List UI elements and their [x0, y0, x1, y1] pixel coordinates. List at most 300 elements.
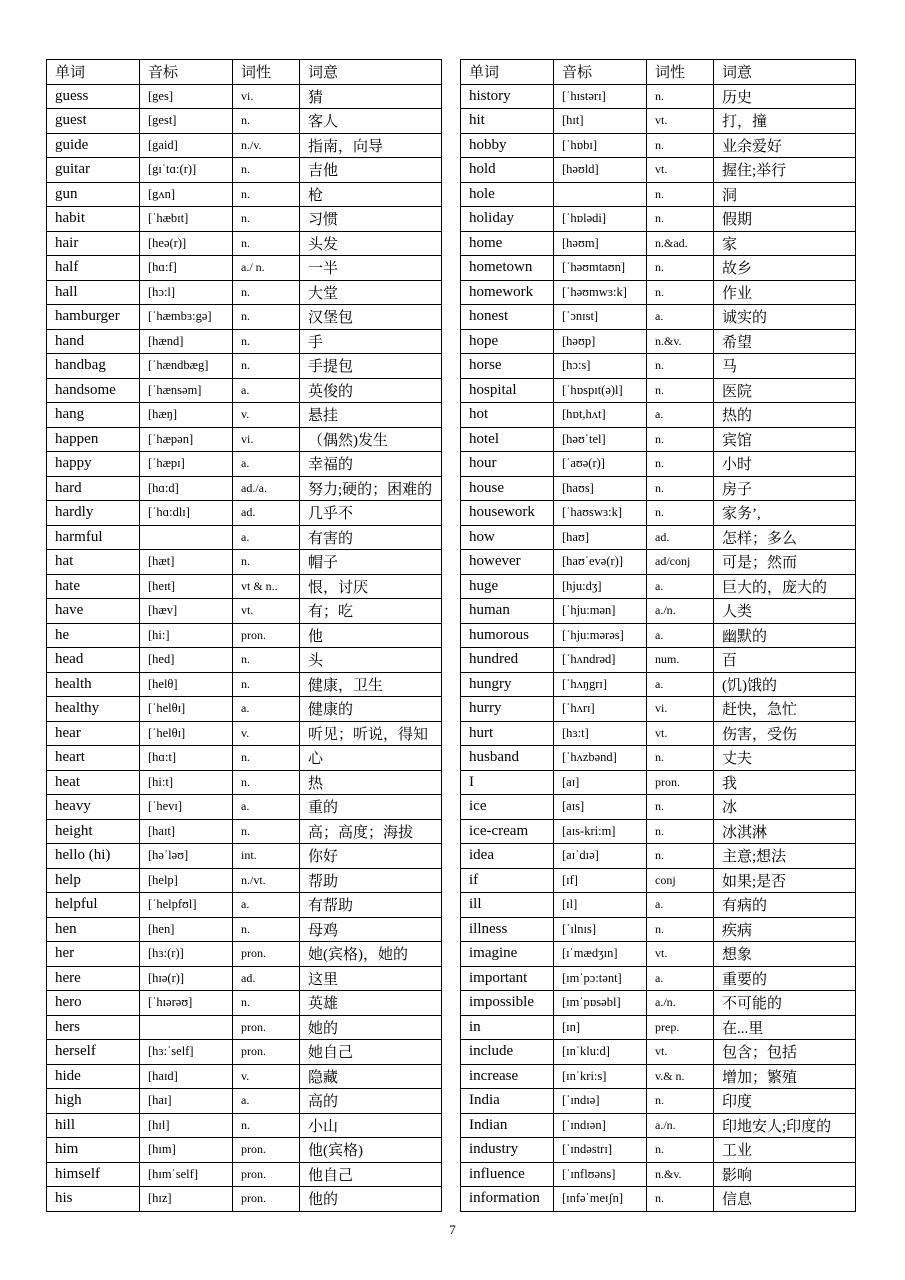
meaning-cell: 恨，讨厌 [300, 574, 442, 599]
word-cell: hour [461, 452, 554, 477]
pos-cell: vt & n.. [233, 574, 300, 599]
phonetic-cell: [hɔ:l] [140, 280, 233, 305]
meaning-cell: 有帮助 [300, 893, 442, 918]
word-cell: industry [461, 1138, 554, 1163]
phonetic-cell: [hɪt] [554, 109, 647, 134]
phonetic-cell: [ˈhəʊmwɜ:k] [554, 280, 647, 305]
meaning-cell: 人类 [714, 599, 856, 624]
pos-cell: a. [647, 574, 714, 599]
pos-cell: pron. [233, 1138, 300, 1163]
table-row [461, 991, 856, 1016]
meaning-cell: 吉他 [300, 158, 442, 183]
table-row [47, 329, 442, 354]
word-cell: India [461, 1089, 554, 1114]
meaning-cell: 英雄 [300, 991, 442, 1016]
phonetic-cell: [hæv] [140, 599, 233, 624]
table-row [461, 305, 856, 330]
phonetic-cell: [ˈhɪstərɪ] [554, 84, 647, 109]
word-cell: in [461, 1015, 554, 1040]
table-row [47, 697, 442, 722]
word-cell: hers [47, 1015, 140, 1040]
table-row [47, 1089, 442, 1114]
word-cell: herself [47, 1040, 140, 1065]
word-cell: helpful [47, 893, 140, 918]
pos-cell: ad/conj [647, 550, 714, 575]
word-cell: ice-cream [461, 819, 554, 844]
phonetic-cell: [ˈhɒlədi] [554, 207, 647, 232]
pos-cell: conj [647, 868, 714, 893]
meaning-cell: 母鸡 [300, 917, 442, 942]
meaning-cell: 头发 [300, 231, 442, 256]
meaning-cell: 手 [300, 329, 442, 354]
phonetic-cell: [ɪnfəˈmeɪʃn] [554, 1187, 647, 1212]
meaning-cell: 故乡 [714, 256, 856, 281]
word-cell: guess [47, 84, 140, 109]
phonetic-cell: [həʊm] [554, 231, 647, 256]
word-cell: hamburger [47, 305, 140, 330]
pos-cell: n. [233, 746, 300, 771]
table-row [47, 182, 442, 207]
table-row [461, 231, 856, 256]
meaning-cell: 怎样；多么 [714, 525, 856, 550]
word-cell: husband [461, 746, 554, 771]
word-cell: half [47, 256, 140, 281]
pos-cell: int. [233, 844, 300, 869]
word-cell: horse [461, 354, 554, 379]
pos-cell: pron. [233, 1187, 300, 1212]
header-word: 单词 [461, 60, 554, 85]
word-cell: hang [47, 403, 140, 428]
pos-cell: a. [647, 672, 714, 697]
phonetic-cell: [hɪm] [140, 1138, 233, 1163]
pos-cell: v. [233, 721, 300, 746]
meaning-cell: 客人 [300, 109, 442, 134]
meaning-cell: 家务’, [714, 501, 856, 526]
phonetic-cell: [ɪnˈklu:d] [554, 1040, 647, 1065]
table-row [461, 1162, 856, 1187]
phonetic-cell: [hɔ:s] [554, 354, 647, 379]
phonetic-cell: [ˈhæmbɜ:gə] [140, 305, 233, 330]
meaning-cell: 可是；然而 [714, 550, 856, 575]
phonetic-cell: [ges] [140, 84, 233, 109]
table-row [461, 697, 856, 722]
phonetic-cell: [ˈhæbɪt] [140, 207, 233, 232]
word-cell: include [461, 1040, 554, 1065]
phonetic-cell: [hɑ:t] [140, 746, 233, 771]
word-cell: harmful [47, 525, 140, 550]
meaning-cell: 汉堡包 [300, 305, 442, 330]
table-row [47, 158, 442, 183]
meaning-cell: 健康，卫生 [300, 672, 442, 697]
table-row [461, 721, 856, 746]
meaning-cell: 他自己 [300, 1162, 442, 1187]
pos-cell: vt. [233, 599, 300, 624]
meaning-cell: 手提包 [300, 354, 442, 379]
pos-cell: n. [647, 207, 714, 232]
meaning-cell: 在...里 [714, 1015, 856, 1040]
pos-cell: pron. [233, 1162, 300, 1187]
pos-cell: n. [647, 182, 714, 207]
phonetic-cell: [gʌn] [140, 182, 233, 207]
word-cell: illness [461, 917, 554, 942]
table-row [47, 378, 442, 403]
meaning-cell: 作业 [714, 280, 856, 305]
header-word: 单词 [47, 60, 140, 85]
pos-cell: n. [233, 550, 300, 575]
meaning-cell: 努力;硬的；困难的 [300, 476, 442, 501]
meaning-cell: 希望 [714, 329, 856, 354]
header-pos: 词性 [647, 60, 714, 85]
table-row [47, 207, 442, 232]
word-cell: he [47, 623, 140, 648]
word-cell: her [47, 942, 140, 967]
meaning-cell: 业余爱好 [714, 133, 856, 158]
phonetic-cell: [ɪf] [554, 868, 647, 893]
meaning-cell: 房子 [714, 476, 856, 501]
table-row [47, 1040, 442, 1065]
phonetic-cell: [hɜ:ˈself] [140, 1040, 233, 1065]
word-cell: hit [461, 109, 554, 134]
meaning-cell: 百 [714, 648, 856, 673]
table-row [47, 354, 442, 379]
table-row [461, 427, 856, 452]
table-row [461, 378, 856, 403]
meaning-cell: 诚实的 [714, 305, 856, 330]
pos-cell: ad. [233, 501, 300, 526]
meaning-cell: 医院 [714, 378, 856, 403]
meaning-cell: 冰淇淋 [714, 819, 856, 844]
table-row [461, 329, 856, 354]
table-row [461, 501, 856, 526]
meaning-cell: 伤害，受伤 [714, 721, 856, 746]
phonetic-cell: [ˈaʊə(r)] [554, 452, 647, 477]
pos-cell: a. [647, 893, 714, 918]
word-cell: hope [461, 329, 554, 354]
table-row [47, 917, 442, 942]
phonetic-cell: [aɪs-kri:m] [554, 819, 647, 844]
pos-cell: pron. [233, 623, 300, 648]
table-row [461, 770, 856, 795]
word-cell: ill [461, 893, 554, 918]
pos-cell: n. [647, 452, 714, 477]
meaning-cell: 高的 [300, 1089, 442, 1114]
table-row [47, 1138, 442, 1163]
table-row [461, 1015, 856, 1040]
meaning-cell: 热 [300, 770, 442, 795]
word-cell: hate [47, 574, 140, 599]
header-pos: 词性 [233, 60, 300, 85]
table-row [47, 133, 442, 158]
phonetic-cell: [ɪn] [554, 1015, 647, 1040]
phonetic-cell: [ˈhæpən] [140, 427, 233, 452]
pos-cell: n. [233, 354, 300, 379]
meaning-cell: 健康的 [300, 697, 442, 722]
phonetic-cell: [ˈɪndɪən] [554, 1113, 647, 1138]
pos-cell: n. [647, 1138, 714, 1163]
pos-cell: n. [233, 280, 300, 305]
meaning-cell: 增加；繁殖 [714, 1064, 856, 1089]
meaning-cell: 帮助 [300, 868, 442, 893]
table-row [47, 648, 442, 673]
phonetic-cell: [ˈhændbæg] [140, 354, 233, 379]
pos-cell: n. [647, 819, 714, 844]
pos-cell: n. [647, 280, 714, 305]
phonetic-cell: [ɪnˈkri:s] [554, 1064, 647, 1089]
pos-cell: prep. [647, 1015, 714, 1040]
phonetic-cell: [hju:dʒ] [554, 574, 647, 599]
phonetic-cell: [ˈɪlnɪs] [554, 917, 647, 942]
word-cell: heat [47, 770, 140, 795]
word-cell: however [461, 550, 554, 575]
meaning-cell: 高；高度；海拔 [300, 819, 442, 844]
meaning-cell: 她自己 [300, 1040, 442, 1065]
phonetic-cell: [ˈhəʊmtaʊn] [554, 256, 647, 281]
phonetic-cell: [ɪˈmædʒɪn] [554, 942, 647, 967]
phonetic-cell: [ˈhʌndrəd] [554, 648, 647, 673]
phonetic-cell: [gɪˈtɑ:(r)] [140, 158, 233, 183]
phonetic-cell: [ˈhevɪ] [140, 795, 233, 820]
pos-cell: n. [233, 182, 300, 207]
meaning-cell: 马 [714, 354, 856, 379]
phonetic-cell: [heɪt] [140, 574, 233, 599]
word-cell: increase [461, 1064, 554, 1089]
meaning-cell: 重要的 [714, 966, 856, 991]
word-cell: guitar [47, 158, 140, 183]
meaning-cell: 猜 [300, 84, 442, 109]
meaning-cell: 英俊的 [300, 378, 442, 403]
pos-cell: num. [647, 648, 714, 673]
pos-cell: n. [647, 476, 714, 501]
phonetic-cell: [həʊld] [554, 158, 647, 183]
meaning-cell: 影响 [714, 1162, 856, 1187]
pos-cell: n. [233, 648, 300, 673]
vocab-table-right-body [461, 84, 856, 1211]
vocab-table-left-body [47, 84, 442, 1211]
pos-cell: vi. [233, 84, 300, 109]
pos-cell: a. [233, 378, 300, 403]
phonetic-cell: [hænd] [140, 329, 233, 354]
phonetic-cell: [ˈhju:mərəs] [554, 623, 647, 648]
pos-cell: vi. [647, 697, 714, 722]
table-row [47, 550, 442, 575]
phonetic-cell: [hɪmˈself] [140, 1162, 233, 1187]
meaning-cell: 握住;举行 [714, 158, 856, 183]
table-row [461, 917, 856, 942]
phonetic-cell [140, 525, 233, 550]
table-row [461, 525, 856, 550]
vocab-table-left [46, 59, 442, 1212]
phonetic-cell: [ˈhæpɪ] [140, 452, 233, 477]
word-cell: hair [47, 231, 140, 256]
word-cell: hardly [47, 501, 140, 526]
phonetic-cell: [haʊˈevə(r)] [554, 550, 647, 575]
word-cell: hall [47, 280, 140, 305]
pos-cell: n. [233, 231, 300, 256]
table-row [47, 1113, 442, 1138]
pos-cell: n./vt. [233, 868, 300, 893]
table-row [47, 403, 442, 428]
phonetic-cell: [hi:] [140, 623, 233, 648]
pos-cell: n. [647, 1187, 714, 1212]
word-cell: house [461, 476, 554, 501]
word-cell: how [461, 525, 554, 550]
phonetic-cell: [ˈhɒspɪt(ə)l] [554, 378, 647, 403]
word-cell: his [47, 1187, 140, 1212]
pos-cell: a. [233, 893, 300, 918]
pos-cell: n. [647, 378, 714, 403]
phonetic-cell: [help] [140, 868, 233, 893]
table-row [47, 84, 442, 109]
word-cell: information [461, 1187, 554, 1212]
pos-cell: n. [233, 158, 300, 183]
table-row [47, 1015, 442, 1040]
pos-cell: vt. [647, 942, 714, 967]
word-cell: hand [47, 329, 140, 354]
pos-cell: n. [647, 795, 714, 820]
pos-cell: a./n. [647, 1113, 714, 1138]
phonetic-cell: [haʊs] [554, 476, 647, 501]
word-cell: guest [47, 109, 140, 134]
table-row [461, 452, 856, 477]
phonetic-cell: [aɪˈdɪə] [554, 844, 647, 869]
phonetic-cell: [ˈɪndɪə] [554, 1089, 647, 1114]
pos-cell: pron. [233, 1015, 300, 1040]
word-cell: hill [47, 1113, 140, 1138]
phonetic-cell: [ɪmˈpɔ:tənt] [554, 966, 647, 991]
word-cell: help [47, 868, 140, 893]
pos-cell: a. [233, 697, 300, 722]
word-cell: hat [47, 550, 140, 575]
word-cell: heart [47, 746, 140, 771]
pos-cell: pron. [647, 770, 714, 795]
word-cell: happen [47, 427, 140, 452]
word-cell: have [47, 599, 140, 624]
meaning-cell: 指南，向导 [300, 133, 442, 158]
phonetic-cell: [hæŋ] [140, 403, 233, 428]
word-cell: important [461, 966, 554, 991]
meaning-cell: 她(宾格)，她的 [300, 942, 442, 967]
pos-cell: ad./a. [233, 476, 300, 501]
table-row [461, 574, 856, 599]
phonetic-cell: [ˈɔnɪst] [554, 305, 647, 330]
meaning-cell: 热的 [714, 403, 856, 428]
phonetic-cell: [heə(r)] [140, 231, 233, 256]
pos-cell: a./n. [647, 991, 714, 1016]
meaning-cell: 头 [300, 648, 442, 673]
pos-cell: v.& n. [647, 1064, 714, 1089]
meaning-cell: 家 [714, 231, 856, 256]
table-row [461, 403, 856, 428]
word-cell: heavy [47, 795, 140, 820]
phonetic-cell: [ˈhju:mən] [554, 599, 647, 624]
table-row [461, 844, 856, 869]
table-row [461, 819, 856, 844]
phonetic-cell: [ˈhelpfʊl] [140, 893, 233, 918]
table-row [47, 795, 442, 820]
table-row [47, 280, 442, 305]
phonetic-cell: [hɑ:f] [140, 256, 233, 281]
meaning-cell: 如果;是否 [714, 868, 856, 893]
table-header-row [47, 60, 442, 85]
pos-cell: pron. [233, 1040, 300, 1065]
phonetic-cell: [hɑ:d] [140, 476, 233, 501]
pos-cell: n. [647, 746, 714, 771]
meaning-cell: 悬挂 [300, 403, 442, 428]
phonetic-cell: [hɪz] [140, 1187, 233, 1212]
meaning-cell: 印地安人;印度的 [714, 1113, 856, 1138]
meaning-cell: 隐藏 [300, 1064, 442, 1089]
word-cell: hungry [461, 672, 554, 697]
table-row [461, 746, 856, 771]
table-row [47, 746, 442, 771]
meaning-cell: 他的 [300, 1187, 442, 1212]
phonetic-cell: [ˈhɪərəʊ] [140, 991, 233, 1016]
meaning-cell: 帽子 [300, 550, 442, 575]
phonetic-cell: [hed] [140, 648, 233, 673]
pos-cell: vi. [233, 427, 300, 452]
table-row [47, 942, 442, 967]
word-cell: hobby [461, 133, 554, 158]
table-row [461, 672, 856, 697]
phonetic-cell: [helθ] [140, 672, 233, 697]
phonetic-cell: [ɪmˈpɒsəbl] [554, 991, 647, 1016]
word-cell: here [47, 966, 140, 991]
page-number: 7 [449, 1222, 456, 1237]
table-row [47, 770, 442, 795]
pos-cell: vt. [647, 158, 714, 183]
phonetic-cell: [hɜ:(r)] [140, 942, 233, 967]
pos-cell: n. [233, 672, 300, 697]
table-row [47, 574, 442, 599]
word-cell: huge [461, 574, 554, 599]
pos-cell: vt. [647, 721, 714, 746]
table-row [47, 452, 442, 477]
word-cell: hello (hi) [47, 844, 140, 869]
pos-cell: v. [233, 1064, 300, 1089]
header-phonetic: 音标 [140, 60, 233, 85]
header-meaning: 词意 [714, 60, 856, 85]
phonetic-cell: [haɪ] [140, 1089, 233, 1114]
meaning-cell: 想象 [714, 942, 856, 967]
pos-cell: a. [647, 623, 714, 648]
phonetic-cell: [aɪ] [554, 770, 647, 795]
table-row [47, 109, 442, 134]
pos-cell: a. [233, 525, 300, 550]
meaning-cell: 印度 [714, 1089, 856, 1114]
table-row [461, 868, 856, 893]
phonetic-cell: [ˈhelθɪ] [140, 697, 233, 722]
table-row [461, 133, 856, 158]
pos-cell: n.&v. [647, 329, 714, 354]
pos-cell: n. [233, 109, 300, 134]
meaning-cell: 打，撞 [714, 109, 856, 134]
phonetic-cell: [hɪə(r)] [140, 966, 233, 991]
pos-cell: ad. [233, 966, 300, 991]
table-row [47, 305, 442, 330]
phonetic-cell: [ˈhaʊswɜ:k] [554, 501, 647, 526]
table-row [47, 991, 442, 1016]
word-cell: housework [461, 501, 554, 526]
word-cell: healthy [47, 697, 140, 722]
pos-cell: a. [233, 795, 300, 820]
word-cell: hundred [461, 648, 554, 673]
word-cell: guide [47, 133, 140, 158]
table-row [461, 158, 856, 183]
table-row [461, 1089, 856, 1114]
word-cell: handsome [47, 378, 140, 403]
word-cell: hotel [461, 427, 554, 452]
word-cell: hen [47, 917, 140, 942]
